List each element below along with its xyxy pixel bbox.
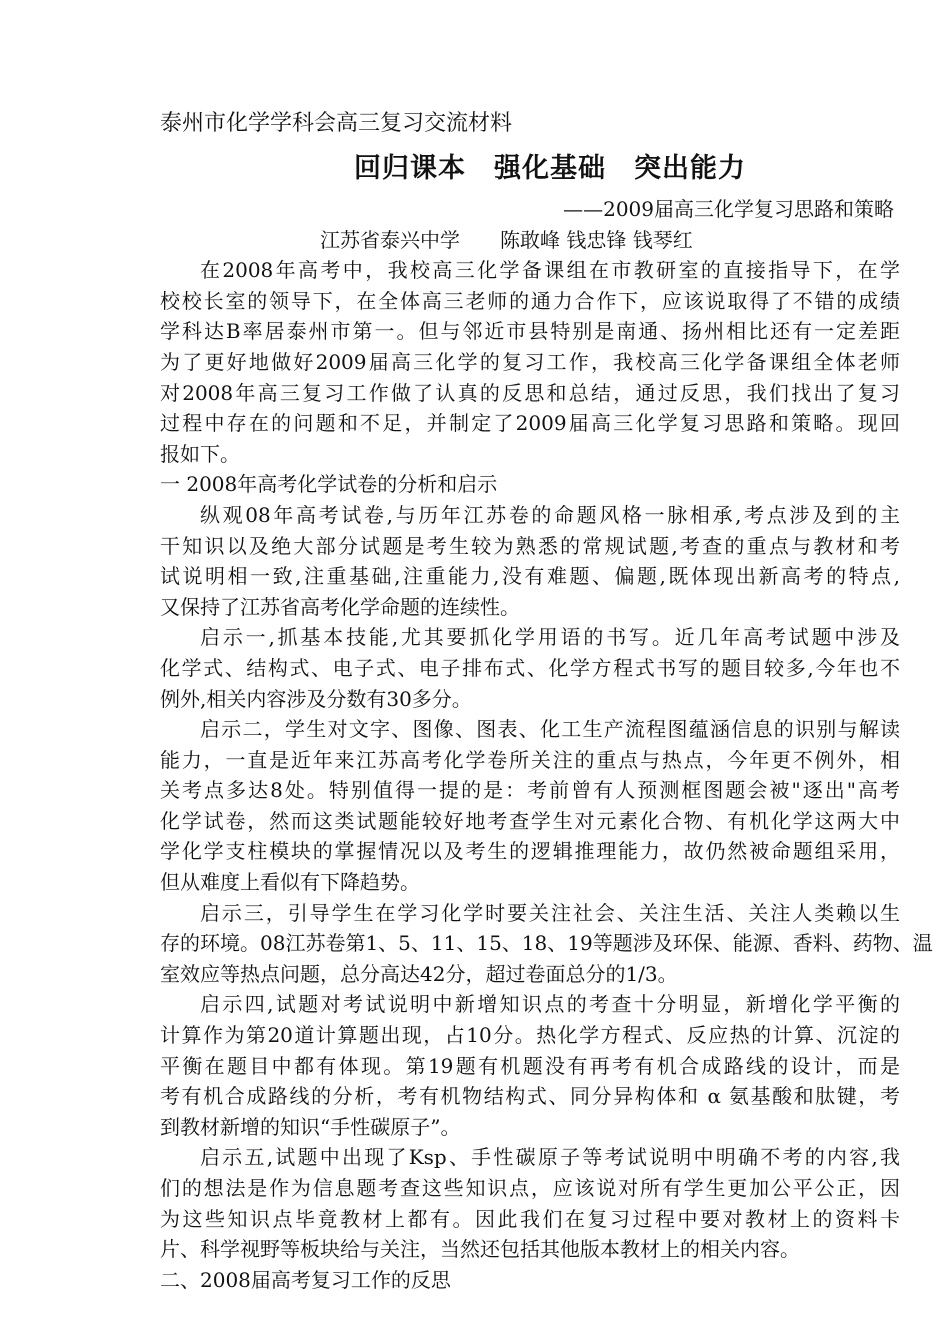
body-line: 平衡在题目中都有体现。第19题有机题没有再考有机合成路线的设计，而是 — [160, 1053, 900, 1078]
body-line: 干知识以及绝大部分试题是考生较为熟悉的常规试题,考查的重点与教材和考 — [160, 533, 900, 558]
body-line: 启示五,试题中出现了Ksp、手性碳原子等考试说明中明确不考的内容,我 — [200, 1145, 900, 1170]
body-line: 校校长室的领导下，在全体高三老师的通力合作下，应该说取得了不错的成绩 — [160, 288, 900, 313]
body-line: 对2008年高三复习工作做了认真的反思和总结，通过反思，我们找出了复习 — [160, 380, 900, 405]
body-line: 能力，一直是近年来江苏高考化学卷所关注的重点与热点，今年更不例外，相 — [160, 747, 900, 772]
body-line: 计算作为第20道计算题出现，占10分。热化学方程式、反应热的计算、沉淀的 — [160, 1023, 900, 1048]
body-line: 启示三，引导学生在学习化学时要关注社会、关注生活、关注人类赖以生 — [200, 900, 900, 925]
body-line: 又保持了江苏省高考化学命题的连续性。 — [160, 594, 520, 619]
body-line: 化学试卷，然而这类试题能较好地考查学生对元素化合物、有机化学这两大中 — [160, 808, 900, 833]
body-line: 例外,相关内容涉及分数有30多分。 — [160, 686, 472, 711]
body-line: 但从难度上看似有下降趋势。 — [160, 870, 420, 895]
body-line: 化学式、结构式、电子式、电子排布式、化学方程式书写的题目较多,今年也不 — [160, 655, 900, 680]
document-subtitle: ——2009届高三化学复习思路和策略 — [563, 197, 894, 221]
document-page — [160, 100, 933, 1295]
section-heading-1: 一 2008年高考化学试卷的分析和启示 — [160, 472, 498, 497]
body-line: 片、科学视野等板块给与关注，当然还包括其他版本教材上的相关内容。 — [160, 1237, 800, 1262]
body-line: 为了更好地做好2009届高三化学的复习工作，我校高三化学备课组全体老师 — [160, 349, 900, 374]
body-line: 在2008年高考中，我校高三化学备课组在市教研室的直接指导下，在学 — [200, 258, 900, 283]
body-line: 到教材新增的知识“手性碳原子”。 — [160, 1114, 461, 1139]
header-text: 泰州市化学学科会高三复习交流材料 — [160, 111, 513, 136]
body-line: 学科达B率居泰州市第一。但与邻近市县特别是南通、扬州相比还有一定差距 — [160, 319, 900, 344]
document-authors: 江苏省泰兴中学 陈敢峰 钱忠锋 钱琴红 — [320, 227, 693, 252]
body-line: 室效应等热点问题，总分高达42分，超过卷面总分的1/3。 — [160, 961, 678, 986]
body-line: 为这些知识点毕竟教材上都有。因此我们在复习过程中要对教材上的资料卡 — [160, 1206, 900, 1231]
body-line: 纵观08年高考试卷,与历年江苏卷的命题风格一脉相承,考点涉及到的主 — [200, 502, 900, 527]
body-line: 学化学支柱模块的掌握情况以及考生的逻辑推理能力，故仍然被命题组采用， — [160, 839, 900, 864]
body-line: 们的想法是作为信息题考查这些知识点，应该说对所有学生更加公平公正，因 — [160, 1176, 900, 1200]
body-line: 启示二，学生对文字、图像、图表、化工生产流程图蕴涵信息的识别与解读 — [200, 717, 900, 742]
body-line: 关考点多达8处。特别值得一提的是：考前曾有人预测框图题会被"逐出"高考 — [160, 778, 900, 803]
document-title: 回归课本 强化基础 突出能力 — [354, 153, 746, 184]
body-line: 存的环境。08江苏卷第1、5、11、15、18、19等题涉及环保、能源、香料、药物、温 — [160, 931, 933, 956]
body-line: 报如下。 — [160, 441, 240, 466]
body-line: 启示一,抓基本技能,尤其要抓化学用语的书写。近几年高考试题中涉及 — [200, 625, 900, 650]
body-line: 启示四,试题对考试说明中新增知识点的考查十分明显，新增化学平衡的 — [200, 992, 900, 1017]
body-line: 试说明相一致,注重基础,注重能力,没有难题、偏题,既体现出新高考的特点, — [160, 564, 900, 589]
body-line: 考有机合成路线的分析，考有机物结构式、同分异构体和 α 氨基酸和肽键，考 — [160, 1084, 900, 1109]
section-heading-2: 二、2008届高考复习工作的反思 — [160, 1267, 451, 1292]
body-line: 过程中存在的问题和不足，并制定了2009届高三化学复习思路和策略。现回 — [160, 411, 900, 436]
